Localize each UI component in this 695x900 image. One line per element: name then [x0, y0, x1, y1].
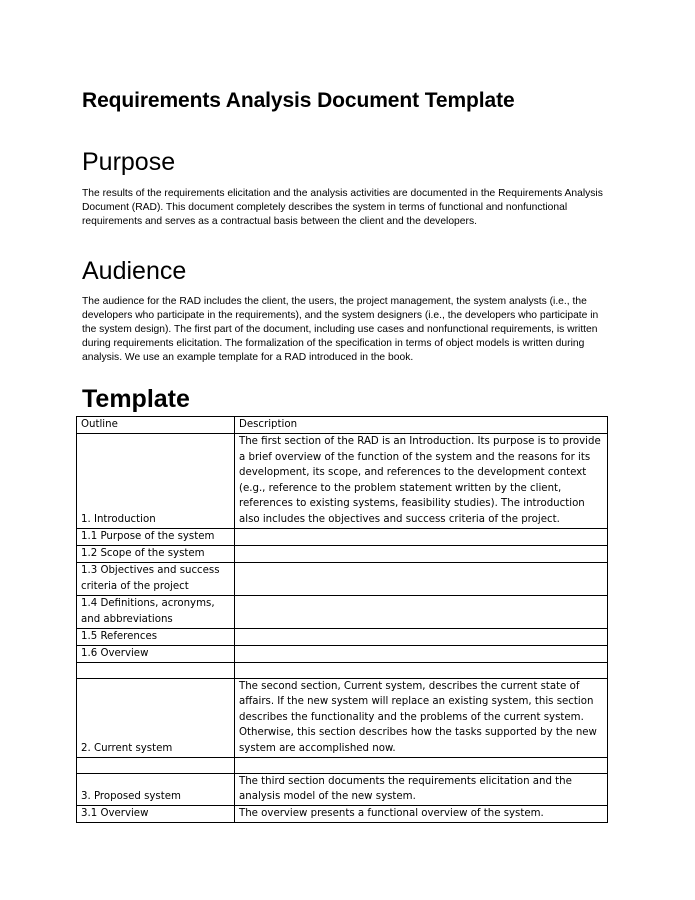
description-cell: The third section documents the requirements elicitation and the analysis model of the new system.: [235, 773, 608, 805]
document-title: Requirements Analysis Document Template: [82, 89, 515, 112]
description-cell: [235, 628, 608, 645]
table-row: [77, 805, 608, 822]
description-cell: [235, 545, 608, 562]
section-heading-template: Template: [82, 385, 190, 413]
outline-cell: 1.2 Scope of the system: [77, 545, 235, 562]
description-cell: [235, 662, 608, 678]
outline-cell: 2. Current system: [77, 678, 235, 757]
outline-cell: 3.1 Overview: [77, 805, 235, 822]
description-cell: [235, 562, 608, 595]
outline-cell: 1. Introduction: [77, 434, 235, 529]
description-cell: The first section of the RAD is an Introduction. Its purpose is to provide a brief overview of the function of the system and the reasons for its development, its scope, and references to the development context (e.g., reference to the problem statement written by the client, references to existing systems, feasibility studies). The introduction also includes the objectives and success criteria of the project.: [235, 434, 608, 529]
table-row: [77, 678, 608, 757]
description-cell: [235, 757, 608, 773]
outline-cell: 1.3 Objectives and success criteria of the project: [77, 562, 235, 595]
description-cell: [235, 595, 608, 628]
template-outline-table: [76, 416, 608, 823]
outline-cell: 1.1 Purpose of the system: [77, 528, 235, 545]
outline-cell: 3. Proposed system: [77, 773, 235, 805]
outline-cell: 1.4 Definitions, acronyms, and abbreviations: [77, 595, 235, 628]
description-cell: [235, 528, 608, 545]
table-row: [77, 545, 608, 562]
section-heading-purpose: Purpose: [82, 148, 176, 176]
outline-cell: [77, 757, 235, 773]
outline-cell: 1.6 Overview: [77, 645, 235, 662]
header-description: Description: [235, 417, 608, 434]
table-row: [77, 628, 608, 645]
outline-cell: 1.5 References: [77, 628, 235, 645]
section-heading-audience: Audience: [82, 257, 187, 285]
table-row: [77, 773, 608, 805]
table-header-row: [77, 417, 608, 434]
table-row: [77, 434, 608, 529]
table-row: [77, 528, 608, 545]
purpose-paragraph: The results of the requirements elicitation and the analysis activities are documented in the Requirements Analysis Document (RAD). This document completely describes the system in terms of functional and nonfunctional requirements and serves as a contractual basis between the client and the developers.: [82, 188, 603, 227]
table-row: [77, 562, 608, 595]
table-row: [77, 757, 608, 773]
table-row: [77, 595, 608, 628]
audience-paragraph: The audience for the RAD includes the client, the users, the project management, the system analysts (i.e., the developers who participate in the requirements), and the system designers (i.e., the developers who participate in the system design). The first part of the document, including use cases and nonfunctional requirements, is written during requirements elicitation. The formalization of the specification in terms of object models is written during analysis. We use an example template for a RAD introduced in the book.: [82, 296, 599, 363]
table-row: [77, 645, 608, 662]
description-cell: The overview presents a functional overview of the system.: [235, 805, 608, 822]
description-cell: The second section, Current system, describes the current state of affairs. If the new system will replace an existing system, this section describes the functionality and the problems of the current system. Otherwise, this section describes how the tasks supported by the new system are accomplished now.: [235, 678, 608, 757]
header-outline: Outline: [77, 417, 235, 434]
description-cell: [235, 645, 608, 662]
table-row: [77, 662, 608, 678]
outline-cell: [77, 662, 235, 678]
